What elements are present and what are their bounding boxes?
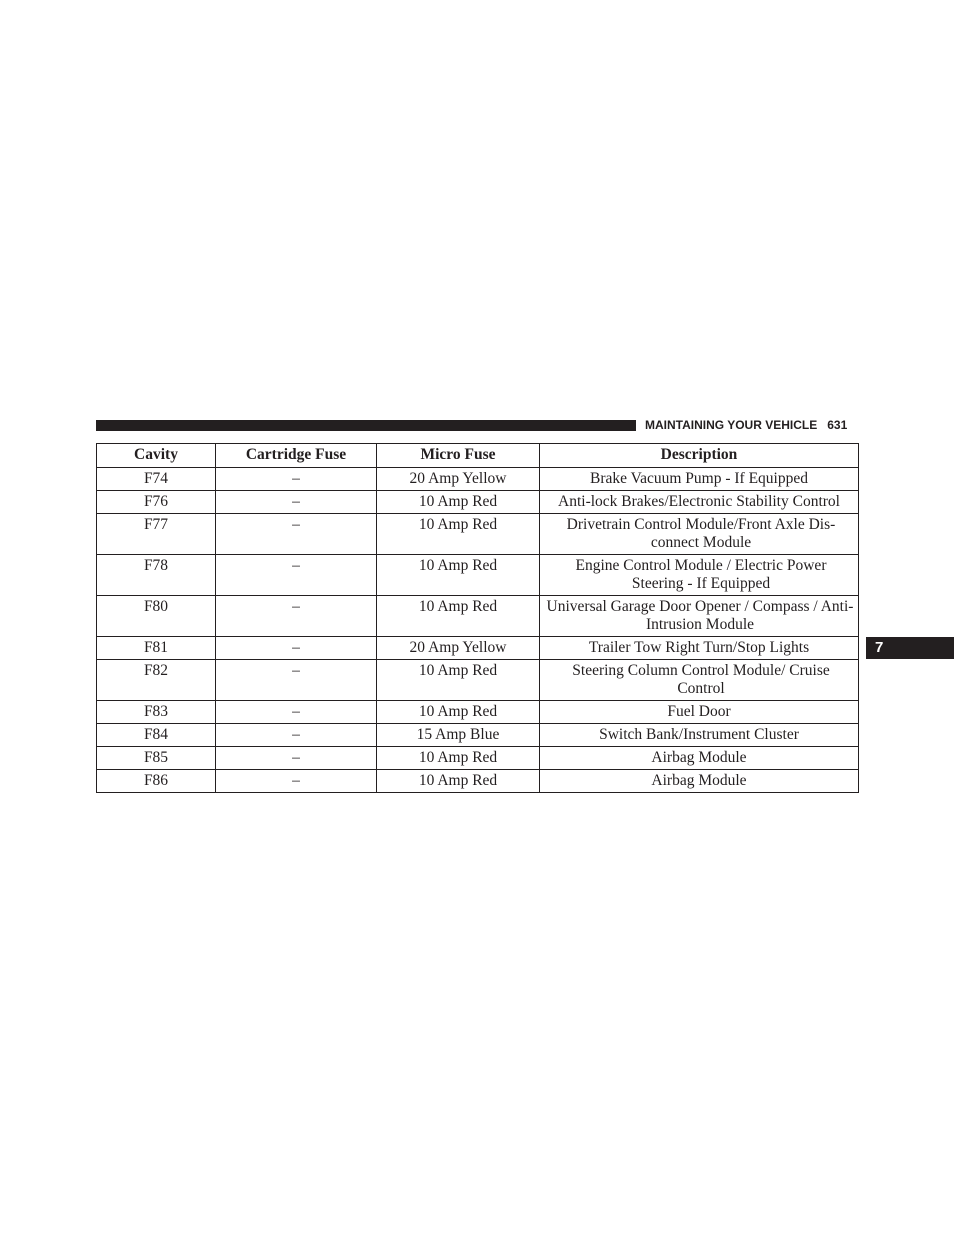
table-row bbox=[97, 514, 859, 555]
description-cell: Switch Bank/Instrument Cluster bbox=[540, 724, 859, 747]
cartridge-cell: – bbox=[216, 491, 377, 514]
table-row bbox=[97, 770, 859, 793]
micro-cell: 10 Amp Red bbox=[377, 701, 540, 724]
cartridge-cell: – bbox=[216, 468, 377, 491]
cavity-cell: F77 bbox=[97, 514, 216, 555]
cavity-cell: F81 bbox=[97, 637, 216, 660]
cartridge-cell: – bbox=[216, 596, 377, 637]
cartridge-cell: – bbox=[216, 660, 377, 701]
table-row bbox=[97, 596, 859, 637]
micro-cell: 20 Amp Yellow bbox=[377, 637, 540, 660]
cartridge-cell: – bbox=[216, 637, 377, 660]
cartridge-cell: – bbox=[216, 701, 377, 724]
micro-cell: 10 Amp Red bbox=[377, 770, 540, 793]
description-cell: Engine Control Module / Electric Power Steering - If Equipped bbox=[540, 555, 859, 596]
micro-cell: 10 Amp Red bbox=[377, 514, 540, 555]
description-cell: Drivetrain Control Module/Front Axle Dis-connect Module bbox=[540, 514, 859, 555]
table-row bbox=[97, 724, 859, 747]
cavity-cell: F82 bbox=[97, 660, 216, 701]
chapter-tab: 7 bbox=[866, 637, 954, 659]
page-number: 631 bbox=[827, 418, 848, 432]
column-header-cavity: Cavity bbox=[97, 444, 216, 468]
description-cell: Fuel Door bbox=[540, 701, 859, 724]
cavity-cell: F74 bbox=[97, 468, 216, 491]
table-row bbox=[97, 660, 859, 701]
column-header-micro-fuse: Micro Fuse bbox=[377, 444, 540, 468]
column-header-description: Description bbox=[540, 444, 859, 468]
micro-cell: 10 Amp Red bbox=[377, 491, 540, 514]
cartridge-cell: – bbox=[216, 724, 377, 747]
running-header bbox=[645, 417, 847, 433]
cartridge-cell: – bbox=[216, 514, 377, 555]
table-row bbox=[97, 747, 859, 770]
micro-cell: 15 Amp Blue bbox=[377, 724, 540, 747]
description-cell: Trailer Tow Right Turn/Stop Lights bbox=[540, 637, 859, 660]
description-cell: Steering Column Control Module/ Cruise Control bbox=[540, 660, 859, 701]
fuse-table bbox=[96, 443, 859, 793]
header-rule bbox=[96, 420, 636, 431]
cavity-cell: F86 bbox=[97, 770, 216, 793]
table-row bbox=[97, 491, 859, 514]
micro-cell: 10 Amp Red bbox=[377, 747, 540, 770]
micro-cell: 10 Amp Red bbox=[377, 596, 540, 637]
description-cell: Airbag Module bbox=[540, 770, 859, 793]
description-cell: Anti-lock Brakes/Electronic Stability Control bbox=[540, 491, 859, 514]
micro-cell: 20 Amp Yellow bbox=[377, 468, 540, 491]
table-row bbox=[97, 637, 859, 660]
cartridge-cell: – bbox=[216, 555, 377, 596]
description-cell: Brake Vacuum Pump - If Equipped bbox=[540, 468, 859, 491]
cavity-cell: F84 bbox=[97, 724, 216, 747]
cartridge-cell: – bbox=[216, 770, 377, 793]
table-row bbox=[97, 468, 859, 491]
description-cell: Airbag Module bbox=[540, 747, 859, 770]
micro-cell: 10 Amp Red bbox=[377, 555, 540, 596]
cavity-cell: F85 bbox=[97, 747, 216, 770]
table-header-row bbox=[97, 444, 859, 468]
cavity-cell: F80 bbox=[97, 596, 216, 637]
section-title: MAINTAINING YOUR VEHICLE bbox=[645, 418, 818, 432]
cavity-cell: F83 bbox=[97, 701, 216, 724]
micro-cell: 10 Amp Red bbox=[377, 660, 540, 701]
table-row bbox=[97, 555, 859, 596]
cavity-cell: F78 bbox=[97, 555, 216, 596]
cartridge-cell: – bbox=[216, 747, 377, 770]
column-header-cartridge-fuse: Cartridge Fuse bbox=[216, 444, 377, 468]
cavity-cell: F76 bbox=[97, 491, 216, 514]
description-cell: Universal Garage Door Opener / Compass / Anti-Intrusion Module bbox=[540, 596, 859, 637]
table-row bbox=[97, 701, 859, 724]
